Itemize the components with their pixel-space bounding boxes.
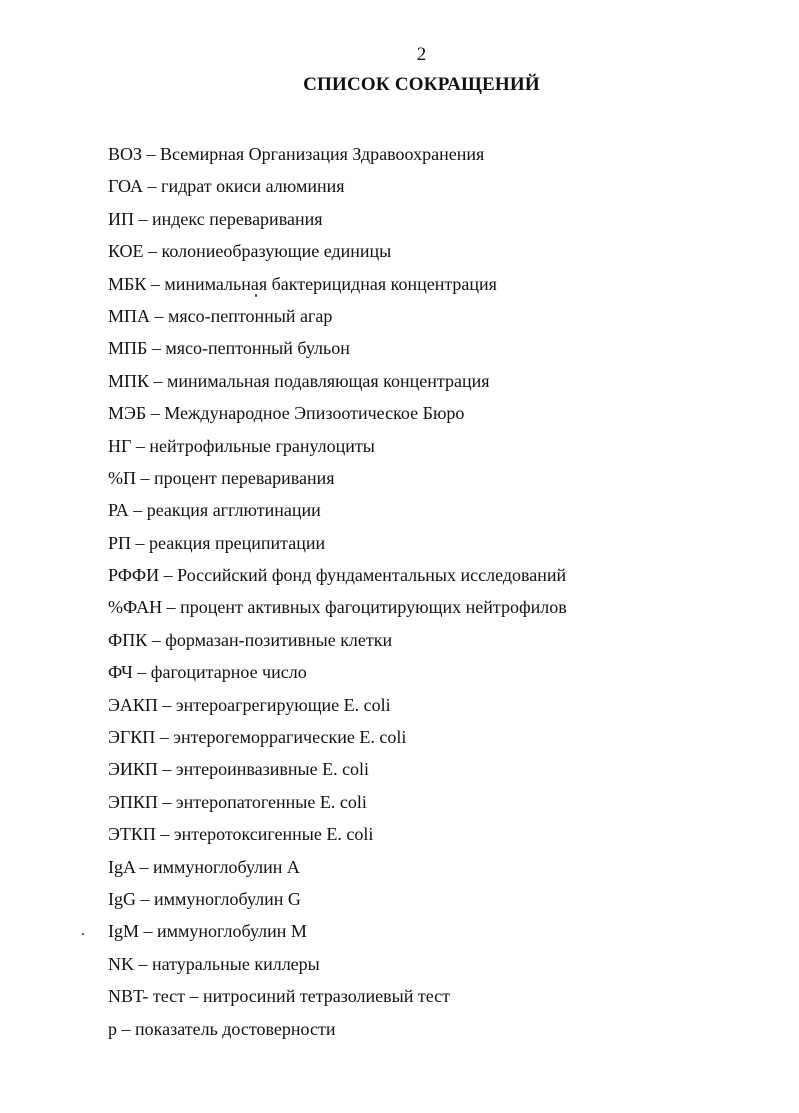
abbreviation-item: КОЕ – колониеобразующие единицы bbox=[108, 241, 392, 262]
abbreviation-item: МЭБ – Международное Эпизоотическое Бюро bbox=[108, 403, 465, 424]
abbreviation-item: p – показатель достоверности bbox=[108, 1018, 336, 1039]
abbreviation-item: ВОЗ – Всемирная Организация Здравоохранения bbox=[108, 144, 485, 164]
abbreviation-item: ЭПКП – энтеропатогенные E. coli bbox=[108, 791, 367, 812]
abbreviation-item: РА – реакция агглютинации bbox=[108, 500, 321, 521]
page-title: СПИСОК СОКРАЩЕНИЙ bbox=[303, 74, 540, 95]
abbreviation-item: ЭАКП – энтероагрегирующие E. coli bbox=[108, 694, 391, 715]
abbreviation-item: МПА – мясо-пептонный агар bbox=[108, 305, 333, 326]
abbreviation-item: NBT- тест – нитросиний тетразолиевый тест bbox=[108, 986, 451, 1007]
abbreviation-item: РП – реакция преципитации bbox=[108, 532, 326, 553]
abbreviation-item: NK – натуральные киллеры bbox=[108, 953, 320, 974]
abbreviation-item: IgA – иммуноглобулин A bbox=[108, 856, 300, 877]
abbreviation-item: МПБ – мясо-пептонный бульон bbox=[108, 338, 350, 359]
abbreviation-item: %П – процент переваривания bbox=[108, 467, 335, 488]
scan-speck bbox=[255, 294, 257, 297]
abbreviation-item: НГ – нейтрофильные гранулоциты bbox=[108, 435, 375, 456]
abbreviation-item: ИП – индекс переваривания bbox=[108, 208, 323, 229]
abbreviation-item: ФЧ – фагоцитарное число bbox=[108, 662, 307, 683]
abbreviation-item: %ФАН – процент активных фагоцитирующих нейтрофилов bbox=[108, 597, 567, 618]
abbreviation-item: РФФИ – Российский фонд фундаментальных исследований bbox=[108, 565, 567, 586]
scan-speck bbox=[82, 933, 84, 935]
abbreviation-item: ЭГКП – энтерогеморрагические E. coli bbox=[108, 727, 407, 748]
abbreviation-item: ЭТКП – энтеротоксигенные E. coli bbox=[108, 824, 374, 845]
abbreviation-list bbox=[108, 138, 768, 1045]
abbreviation-item: ГОА – гидрат окиси алюминия bbox=[108, 176, 345, 197]
abbreviation-item: IgG – иммуноглобулин G bbox=[108, 888, 301, 909]
abbreviation-item: МПК – минимальная подавляющая концентрация bbox=[108, 370, 490, 391]
abbreviation-item: ФПК – формазан-позитивные клетки bbox=[108, 629, 393, 650]
abbreviation-item: ЭИКП – энтероинвазивные E. coli bbox=[108, 759, 370, 780]
page-number: 2 bbox=[416, 44, 427, 65]
abbreviation-item: МБК – минимальная бактерицидная концентрация bbox=[108, 273, 497, 294]
abbreviation-item: IgM – иммуноглобулин M bbox=[108, 921, 307, 942]
